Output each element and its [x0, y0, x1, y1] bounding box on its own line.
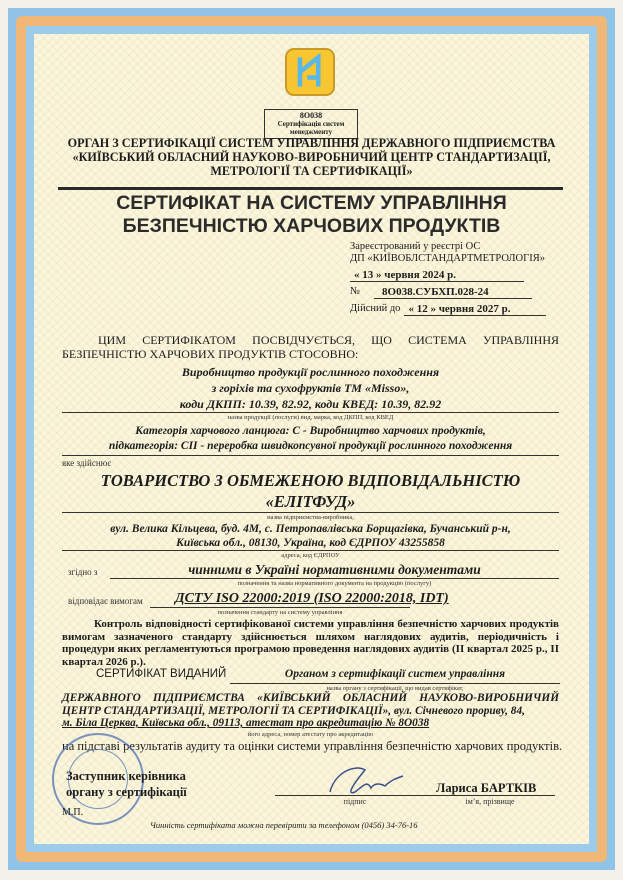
issuer-header	[60, 136, 563, 178]
product-line: коди ДКПП: 10.39, 82.92, коди КВЕД: 10.39, 82.92	[179, 397, 442, 411]
issuer-line: м. Біла Церква, Київська обл., 09113, атестат про акредитацію № 8O038	[62, 717, 430, 729]
issued-caption: назва органу з сертифікації, що видав сертифікат,	[326, 685, 464, 692]
verification-note: Чинність сертифіката можна перевірити за телефоном (0456) 34-76-16	[150, 820, 418, 830]
registry-number: 8O038	[299, 111, 323, 120]
certificate-number: 8O038.СУБХП.028-24	[374, 286, 532, 299]
registry-line1: Сертифікація систем	[277, 120, 345, 128]
issuer-header-line: ОРГАН З СЕРТИФІКАЦІЇ СИСТЕМ УПРАВЛІННЯ ДЕРЖАВНОГО ПІДПРИЄМСТВА	[67, 136, 556, 150]
company-line: «ЕЛІТФУД»	[265, 492, 356, 511]
company-caption: назва підприємства-виробника,	[267, 514, 354, 521]
product-caption: назва продукції (послуги) вид, марка, код ДКПП, код КВЕД	[227, 414, 394, 421]
product-line: з горіхів та сухофруктів ТМ «Misso»,	[211, 381, 410, 395]
food-chain-category	[62, 424, 559, 454]
name-caption: ім’я, прізвище	[465, 797, 515, 806]
signer-role-line: органу з сертифікації	[66, 785, 187, 799]
seal-label: М.П.	[62, 807, 84, 818]
valid-until-label: Дійсний до	[350, 303, 401, 314]
issued-label: СЕРТИФІКАТ ВИДАНИЙ	[96, 668, 227, 680]
category-line: Категорія харчового ланцюга: С - Виробництво харчових продуктів,	[135, 425, 486, 437]
registry-box	[264, 109, 358, 139]
underline	[150, 607, 410, 608]
according-value: чинними в Україні нормативними документами	[188, 562, 481, 577]
ua-standard-logo-icon	[285, 48, 335, 96]
registration-label: Зареєстрований у реєстрі ОС	[350, 241, 481, 252]
signature-icon	[325, 762, 405, 802]
registration-block	[350, 241, 546, 316]
certificate-title	[80, 192, 543, 238]
issuer-caption: його адреса, номер атестату про акредитацію	[247, 731, 374, 738]
issued-value: Органом з сертифікації систем управління	[284, 668, 506, 680]
company-name	[62, 470, 559, 512]
header-divider	[58, 187, 563, 190]
underline	[62, 550, 559, 551]
underline	[62, 512, 559, 513]
standard-caption: позначення стандарту на систему управління	[217, 609, 343, 616]
address-line: вул. Велика Кільцева, буд. 4М, с. Петропавлівська Борщагівка, Бучанський р-н,	[110, 523, 511, 535]
underline	[62, 412, 559, 413]
product-description	[62, 364, 559, 412]
valid-until-date: « 12 » червня 2027 р.	[404, 303, 546, 316]
underline	[230, 683, 560, 684]
surveillance-text: Контроль відповідності сертифікованої системи управління безпечністю харчових продуктів вимогам зазначеного стандарту здійснюється шляхом наглядових аудитів, періодичність і процедури яких регламентуються програмою проведення наглядових аудитів (ІІ квартал 2025 р., ІІ квартал 2026 р.).	[62, 618, 559, 668]
underline	[110, 578, 559, 579]
standard-value: ДСТУ ISO 22000:2019 (ISO 22000:2018, IDT)	[175, 591, 449, 606]
title-line: БЕЗПЕЧНІСТЮ ХАРЧОВИХ ПРОДУКТІВ	[122, 215, 501, 237]
issuer-line: ЦЕНТР СТАНДАРТИЗАЦІЇ, МЕТРОЛОГІЇ ТА СЕРТИФІКАЦІЇ», вул. Січневого прориву, 84,	[62, 704, 525, 717]
registry-line2: менеджменту	[289, 128, 333, 136]
registration-registry: ДП «КИЇВОБЛСТАНДАРТМЕТРОЛОГІЯ»	[350, 253, 545, 264]
issuer-header-line: «КИЇВСЬКИЙ ОБЛАСНИЙ НАУКОВО-ВИРОБНИЧИЙ ЦЕНТР СТАНДАРТИЗАЦІЇ,	[72, 150, 551, 164]
performed-by-label: яке здійснює	[62, 458, 112, 468]
intro-text: ЦИМ СЕРТИФІКАТОМ ПОСВІДЧУЄТЬСЯ, ЩО СИСТЕМА УПРАВЛІННЯ БЕЗПЕЧНІСТЮ ХАРЧОВИХ ПРОДУКТІВ СТОСОВНО:	[62, 333, 559, 361]
title-line: СЕРТИФІКАТ НА СИСТЕМУ УПРАВЛІННЯ	[116, 192, 507, 214]
issuer-full-address	[62, 692, 559, 730]
underline	[62, 455, 559, 456]
signer-role-line: Заступник керівника	[66, 769, 186, 783]
category-line: підкатегорія: СІІ - переробка швидкопсувної продукції рослинного походження	[108, 440, 513, 452]
according-caption: позначення та назва нормативного документа на продукцію (послугу)	[237, 580, 432, 587]
basis-text: на підставі результатів аудиту та оцінки системи управління безпечністю харчових продуктів.	[62, 739, 563, 753]
signer-name: Лариса БАРТКІВ	[436, 781, 537, 795]
product-line: Виробництво продукції рослинного походження	[181, 365, 440, 379]
signer-role	[66, 768, 187, 800]
address-caption: адреса, код ЄДРПОУ	[281, 552, 340, 559]
signature-caption: підпис	[343, 797, 367, 806]
registration-date: « 13 » червня 2024 р.	[350, 269, 524, 282]
issuer-line: ДЕРЖАВНОГО ПІДПРИЄМСТВА «КИЇВСЬКИЙ ОБЛАСНИЙ НАУКОВО-ВИРОБНИЧИЙ	[62, 692, 559, 704]
address-line: Київська обл., 08130, Україна, код ЄДРПОУ 43255858	[176, 537, 445, 549]
number-label: №	[350, 286, 361, 297]
issuer-header-line: МЕТРОЛОГІЇ ТА СЕРТИФІКАЦІЇ»	[210, 164, 413, 178]
complies-label: відповідає вимогам	[68, 596, 143, 606]
company-line: ТОВАРИСТВО З ОБМЕЖЕНОЮ ВІДПОВІДАЛЬНІСТЮ	[100, 471, 521, 490]
company-address	[62, 522, 559, 550]
according-label: згідно з	[68, 567, 98, 577]
